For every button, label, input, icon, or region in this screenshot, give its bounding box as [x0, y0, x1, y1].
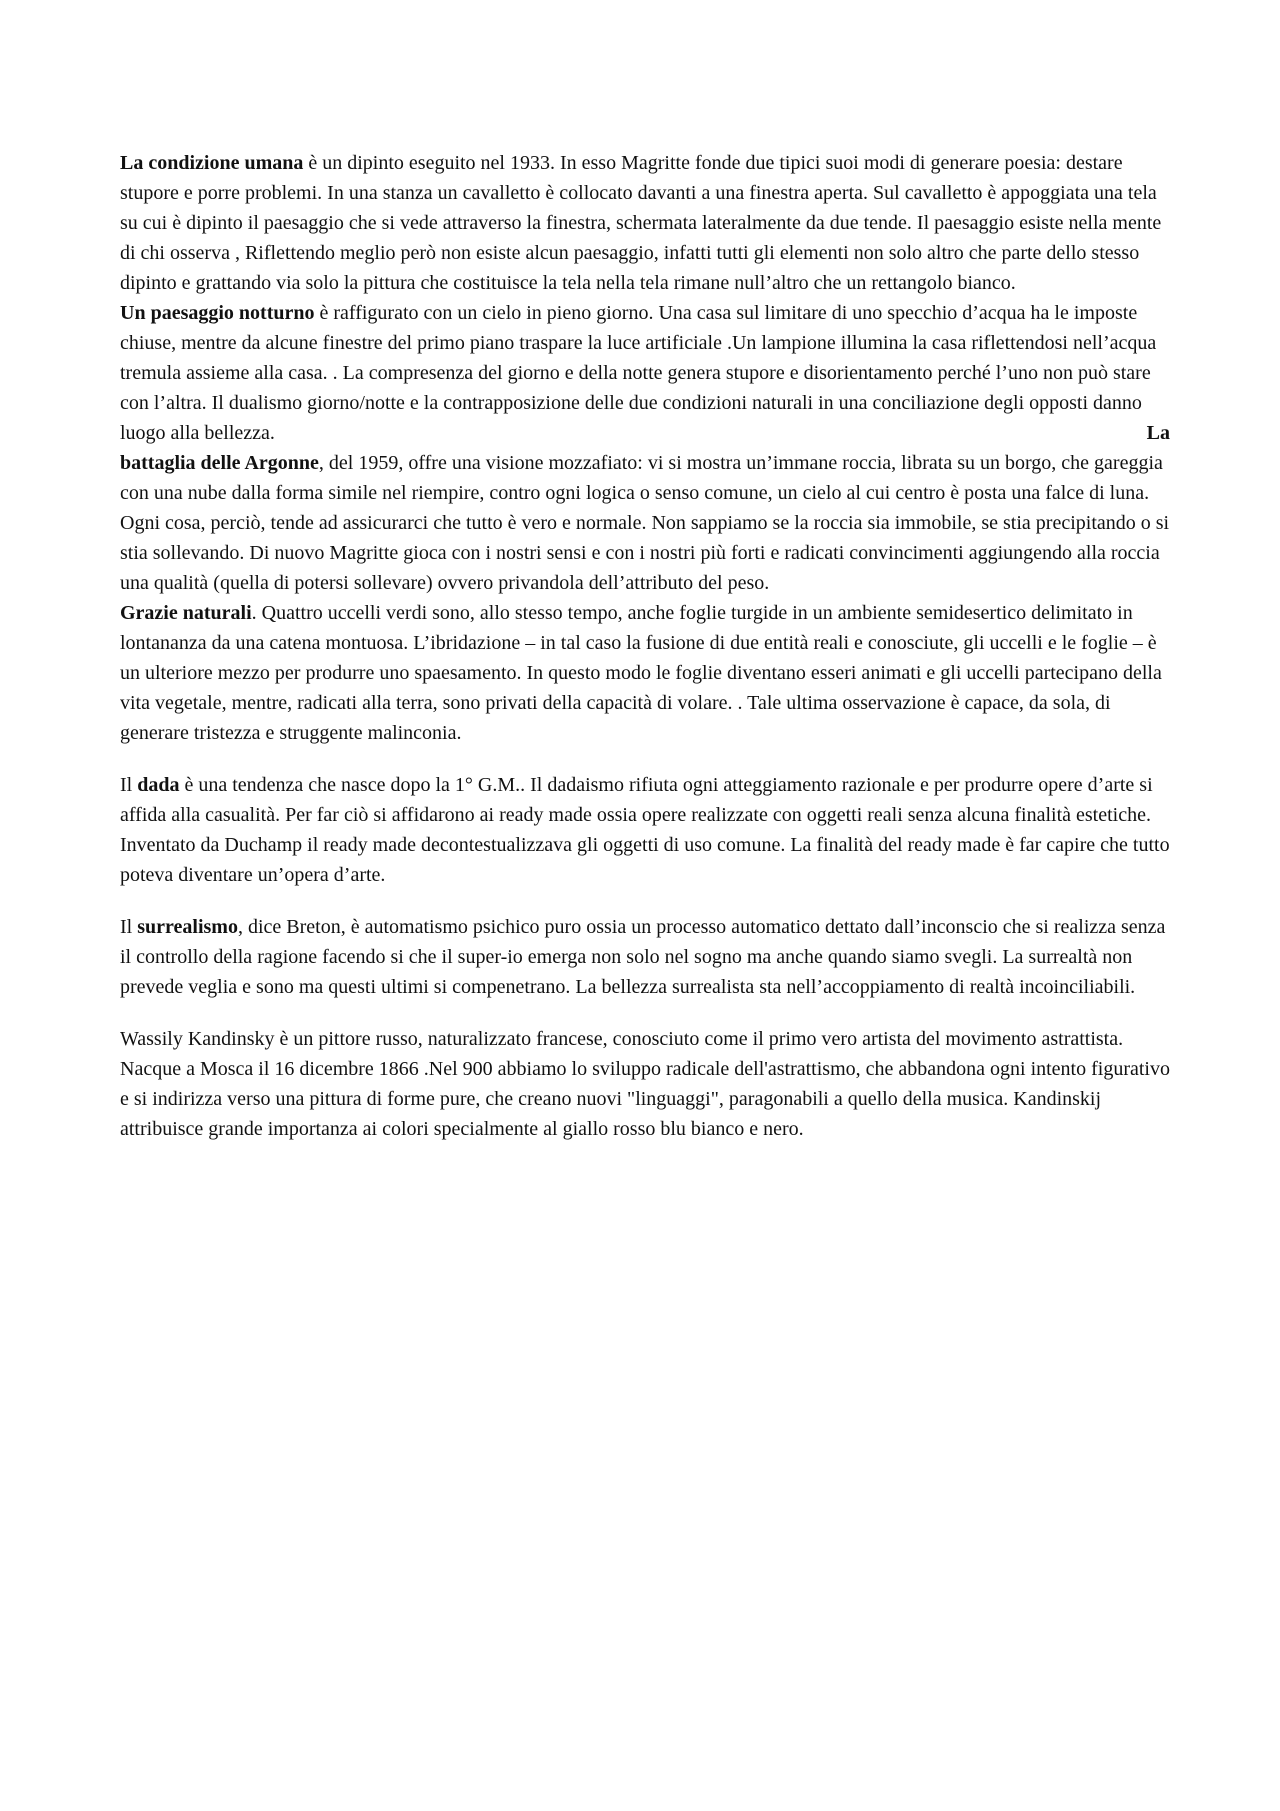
- paragraph-text: Wassily Kandinsky è un pittore russo, naturalizzato francese, conosciuto come il primo vero artista del movimento astrattista. Nacque a Mosca il 16 dicembre 1866 .Nel 900 abbiamo lo sviluppo radicale dell'astrattismo, che abbandona ogni intento figurativo e si indirizza verso una pittura di forme pure, che creano nuovi "linguaggi", paragonabili a quello della musica. Kandinskij attribuisce grande importanza ai colori specialmente al giallo rosso blu bianco e nero.: [120, 1028, 1170, 1140]
- paragraph-grazie-naturali: [120, 598, 1170, 748]
- paragraph-text: è raffigurato con un cielo in pieno giorno. Una casa sul limitare di uno specchio d’acqua ha le imposte chiuse, mentre da alcune finestre del primo piano traspare la luce artificiale .Un lampione illumina la casa riflettendosi nell’acqua tremula assieme alla casa. . La compresenza del giorno e della notte genera stupore e disorientamento perché l’uno non può stare con l’altra. Il dualismo giorno/notte e la contrapposizione delle due condizioni naturali in una conciliazione degli opposti danno luogo alla bellezza.: [120, 302, 1157, 444]
- paragraph-prefix: Il: [120, 916, 138, 938]
- paragraph-text: è una tendenza che nasce dopo la 1° G.M.. Il dadaismo rifiuta ogni atteggiamento razionale e per produrre opere d’arte si affida alla casualità. Per far ciò si affidarono ai ready made ossia opere realizzate con oggetti reali senza alcuna finalità estetiche. Inventato da Duchamp il ready made decontestualizzava gli oggetti di uso comune. La finalità del ready made è far capire che tutto poteva diventare un’opera d’arte.: [120, 774, 1170, 886]
- paragraph-text: . Quattro uccelli verdi sono, allo stesso tempo, anche foglie turgide in un ambiente semidesertico delimitato in lontananza da una catena montuosa. L’ibridazione – in tal caso la fusione di due entità reali e conosciute, gli uccelli e le foglie – è un ulteriore mezzo per produrre uno spaesamento. In questo modo le foglie diventano esseri animati e gli uccelli partecipano della vita vegetale, mentre, radicati alla terra, sono privati della capacità di volare. . Tale ultima osservazione è capace, da sola, di generare tristezza e struggente malinconia.: [120, 602, 1162, 744]
- paragraph-battaglia-argonne: [120, 448, 1170, 598]
- term-surrealismo: surrealismo: [137, 916, 238, 938]
- paragraph-surrealismo: [120, 912, 1170, 1002]
- paragraph-text: , del 1959, offre una visione mozzafiato: vi si mostra un’immane roccia, librata su un borgo, che gareggia con una nube dalla forma simile nel riempire, contro ogni logica o senso comune, un cielo al cui centro è posta una falce di luna. Ogni cosa, perciò, tende ad assicurarci che tutto è vero e normale. Non sappiamo se la roccia sia immobile, se stia precipitando o si stia sollevando. Di nuovo Magritte gioca con i nostri sensi e con i nostri più forti e radicati convincimenti aggiungendo alla roccia una qualità (quella di potersi sollevare) ovvero privandola dell’attributo del peso.: [120, 452, 1170, 594]
- paragraph-dada: [120, 770, 1170, 890]
- paragraph-text: è un dipinto eseguito nel 1933. In esso Magritte fonde due tipici suoi modi di generare poesia: destare stupore e porre problemi. In una stanza un cavalletto è collocato davanti a una finestra aperta. Sul cavalletto è appoggiata una tela su cui è dipinto il paesaggio che si vede attraverso la finestra, schermata lateralmente da due tende. Il paesaggio esiste nella mente di chi osserva , Riflettendo meglio però non esiste alcun paesaggio, infatti tutti gli elementi non solo altro che parte dello stesso dipinto e grattando via solo la pittura che costituisce la tela nella tela rimane null’altro che un rettangolo bianco.: [120, 152, 1162, 294]
- term-la-fragment: La: [1146, 422, 1170, 444]
- term-battaglia-argonne: battaglia delle Argonne: [120, 452, 319, 474]
- paragraph-prefix: Il: [120, 774, 138, 796]
- paragraph-paesaggio-notturno: [120, 298, 1170, 448]
- paragraph-kandinsky: [120, 1024, 1170, 1144]
- term-paesaggio-notturno: Un paesaggio notturno: [120, 302, 315, 324]
- term-dada: dada: [137, 774, 180, 796]
- paragraph-text: , dice Breton, è automatismo psichico puro ossia un processo automatico dettato dall’inconscio che si realizza senza il controllo della ragione facendo si che il super-io emerga non solo nel sogno ma anche quando siamo svegli. La surrealtà non prevede veglia e sono ma questi ultimi si compenetrano. La bellezza surrealista sta nell’accoppiamento di realtà incoinciliabili.: [120, 916, 1166, 998]
- paragraph-condizione-umana: [120, 148, 1170, 298]
- document-body: [120, 148, 1170, 1144]
- term-condizione-umana: La condizione umana: [120, 152, 304, 174]
- term-grazie-naturali: Grazie naturali: [120, 602, 252, 624]
